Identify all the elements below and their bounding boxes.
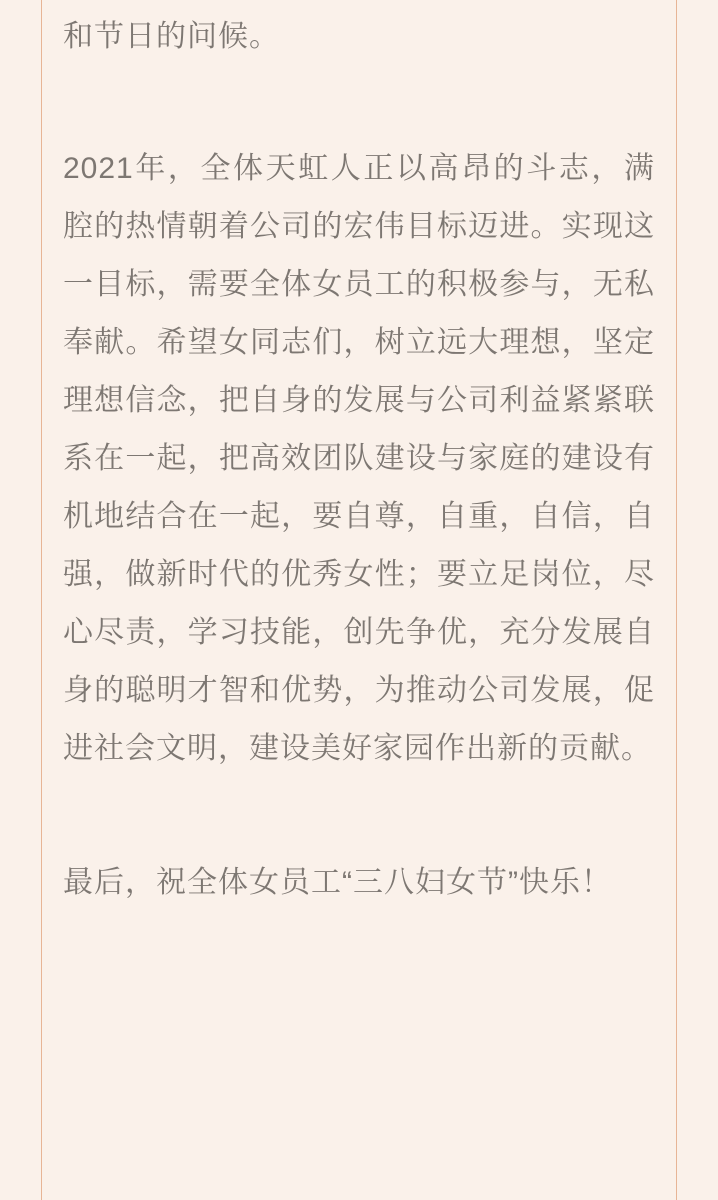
right-vertical-rule: [676, 0, 677, 1200]
paragraph-2021-goals: 2021年，全体天虹人正以高昂的斗志，满腔的热情朝着公司的宏伟目标迈进。实现这一目标，需要全体女员工的积极参与，无私奉献。希望女同志们，树立远大理想，坚定理想信念，把自身的发展与公司利益紧紧联系在一起，把高效团队建设与家庭的建设有机地结合在一起，要自尊，自重，自信，自强，做新时代的优秀女性；要立足岗位，尽心尽责，学习技能，创先争优，充分发展自身的聪明才智和优势，为推动公司发展，促进社会文明，建设美好家园作出新的贡献。: [63, 152, 655, 765]
document-body: [63, 0, 655, 1200]
left-vertical-rule: [41, 0, 42, 1200]
paragraph-closing-wish: 最后，祝全体女员工“三八妇女节”快乐！: [63, 866, 612, 899]
paragraph-greeting-tail: 和节日的问候。: [63, 20, 280, 53]
